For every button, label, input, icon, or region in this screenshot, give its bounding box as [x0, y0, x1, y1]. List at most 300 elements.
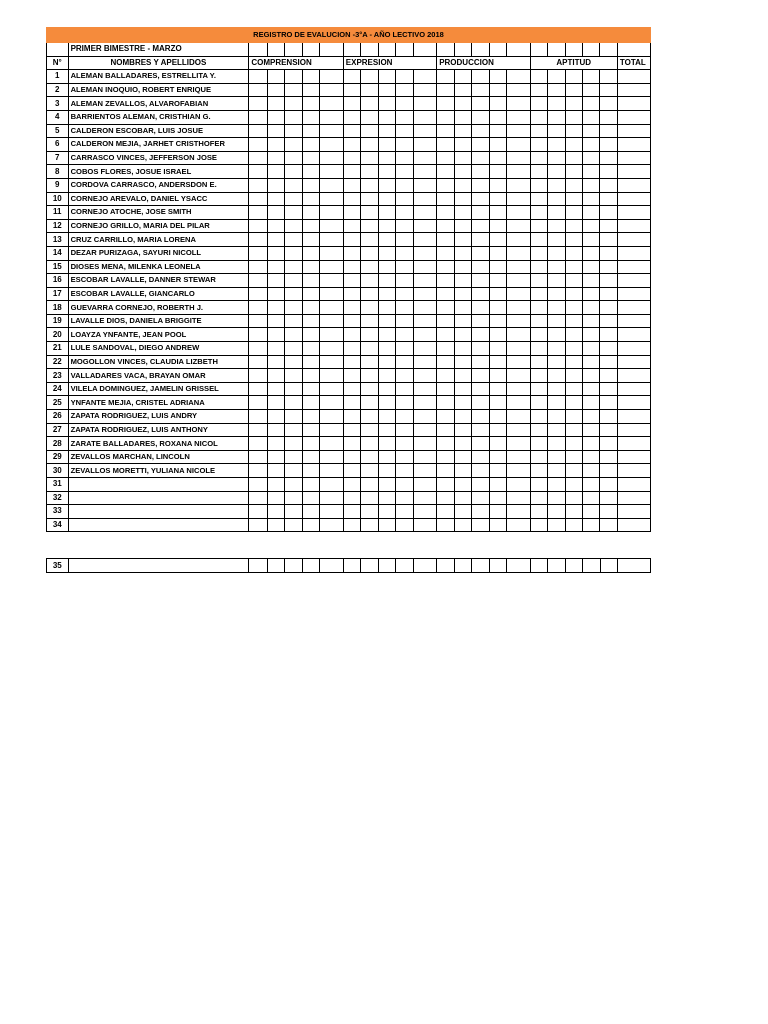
grade-cell[interactable]: [489, 505, 506, 519]
grade-cell[interactable]: [472, 287, 489, 301]
grade-cell[interactable]: [285, 355, 302, 369]
grade-cell[interactable]: [600, 518, 617, 532]
total-cell[interactable]: [617, 233, 650, 247]
grade-cell[interactable]: [249, 246, 267, 260]
grade-cell[interactable]: [343, 260, 360, 274]
grade-cell[interactable]: [249, 410, 267, 424]
grade-cell[interactable]: [267, 246, 284, 260]
grade-cell[interactable]: [378, 274, 395, 288]
grade-cell[interactable]: [343, 287, 360, 301]
grade-cell[interactable]: [530, 274, 547, 288]
grade-cell[interactable]: [302, 437, 319, 451]
grade-cell[interactable]: [320, 314, 344, 328]
grade-cell[interactable]: [437, 314, 454, 328]
grade-cell[interactable]: [343, 369, 360, 383]
grade-cell[interactable]: [378, 151, 395, 165]
grade-cell[interactable]: [285, 410, 302, 424]
grade-cell[interactable]: [249, 505, 267, 519]
student-name[interactable]: ZARATE BALLADARES, ROXANA NICOL: [68, 437, 249, 451]
grade-cell[interactable]: [378, 165, 395, 179]
grade-cell[interactable]: [413, 138, 437, 152]
grade-cell[interactable]: [378, 478, 395, 492]
grade-cell[interactable]: [396, 437, 413, 451]
total-cell[interactable]: [617, 192, 650, 206]
student-name[interactable]: ESCOBAR LAVALLE, GIANCARLO: [68, 287, 249, 301]
grade-cell[interactable]: [320, 124, 344, 138]
grade-cell[interactable]: [302, 301, 319, 315]
grade-cell[interactable]: [565, 369, 582, 383]
grade-cell[interactable]: [565, 450, 582, 464]
grade-cell[interactable]: [378, 301, 395, 315]
grade-cell[interactable]: [600, 505, 617, 519]
total-cell[interactable]: [617, 219, 650, 233]
grade-cell[interactable]: [343, 110, 360, 124]
grade-cell[interactable]: [548, 464, 565, 478]
grade-cell[interactable]: [472, 450, 489, 464]
grade-cell[interactable]: [437, 478, 454, 492]
grade-cell[interactable]: [530, 43, 547, 57]
grade-cell[interactable]: [361, 355, 378, 369]
student-name[interactable]: DIOSES MENA, MILENKA LEONELA: [68, 260, 249, 274]
grade-cell[interactable]: [267, 382, 284, 396]
grade-cell[interactable]: [582, 314, 599, 328]
grade-cell[interactable]: [285, 151, 302, 165]
grade-cell[interactable]: [600, 151, 617, 165]
grade-cell[interactable]: [454, 287, 471, 301]
grade-cell[interactable]: [343, 328, 360, 342]
grade-cell[interactable]: [565, 437, 582, 451]
grade-cell[interactable]: [600, 342, 617, 356]
grade-cell[interactable]: [396, 151, 413, 165]
grade-cell[interactable]: [396, 246, 413, 260]
student-name[interactable]: ZEVALLOS MARCHAN, LINCOLN: [68, 450, 249, 464]
grade-cell[interactable]: [413, 505, 437, 519]
grade-cell[interactable]: [548, 219, 565, 233]
grade-cell[interactable]: [249, 274, 267, 288]
grade-cell[interactable]: [507, 478, 531, 492]
grade-cell[interactable]: [530, 369, 547, 383]
grade-cell[interactable]: [249, 83, 267, 97]
grade-cell[interactable]: [343, 70, 360, 84]
grade-cell[interactable]: [320, 423, 344, 437]
grade-cell[interactable]: [413, 165, 437, 179]
total-cell[interactable]: [617, 464, 650, 478]
grade-cell[interactable]: [361, 410, 378, 424]
grade-cell[interactable]: [507, 206, 531, 220]
grade-cell[interactable]: [361, 301, 378, 315]
grade-cell[interactable]: [396, 328, 413, 342]
grade-cell[interactable]: [454, 83, 471, 97]
grade-cell[interactable]: [489, 219, 506, 233]
grade-cell[interactable]: [600, 274, 617, 288]
grade-cell[interactable]: [548, 382, 565, 396]
grade-cell[interactable]: [507, 219, 531, 233]
grade-cell[interactable]: [582, 518, 599, 532]
grade-cell[interactable]: [320, 287, 344, 301]
grade-cell[interactable]: [413, 178, 437, 192]
grade-cell[interactable]: [267, 233, 284, 247]
total-cell[interactable]: [617, 260, 650, 274]
grade-cell[interactable]: [320, 478, 344, 492]
grade-cell[interactable]: [617, 43, 650, 57]
grade-cell[interactable]: [343, 491, 360, 505]
grade-cell[interactable]: [320, 260, 344, 274]
grade-cell[interactable]: [437, 70, 454, 84]
grade-cell[interactable]: [472, 491, 489, 505]
grade-cell[interactable]: [413, 110, 437, 124]
grade-cell[interactable]: [600, 83, 617, 97]
total-cell[interactable]: [617, 518, 650, 532]
grade-cell[interactable]: [530, 192, 547, 206]
grade-cell[interactable]: [565, 219, 582, 233]
total-cell[interactable]: [617, 274, 650, 288]
grade-cell[interactable]: [507, 124, 531, 138]
grade-cell[interactable]: [489, 410, 506, 424]
grade-cell[interactable]: [302, 233, 319, 247]
grade-cell[interactable]: [507, 260, 531, 274]
grade-cell[interactable]: [361, 246, 378, 260]
grade-cell[interactable]: [565, 165, 582, 179]
grade-cell[interactable]: [582, 464, 599, 478]
grade-cell[interactable]: [507, 355, 531, 369]
grade-cell[interactable]: [396, 382, 413, 396]
student-name[interactable]: [68, 518, 249, 532]
student-name[interactable]: [68, 559, 249, 573]
total-cell[interactable]: [617, 301, 650, 315]
grade-cell[interactable]: [582, 328, 599, 342]
grade-cell[interactable]: [302, 518, 319, 532]
grade-cell[interactable]: [378, 206, 395, 220]
grade-cell[interactable]: [437, 437, 454, 451]
grade-cell[interactable]: [489, 124, 506, 138]
grade-cell[interactable]: [343, 464, 360, 478]
grade-cell[interactable]: [507, 450, 531, 464]
grade-cell[interactable]: [343, 206, 360, 220]
grade-cell[interactable]: [437, 192, 454, 206]
total-cell[interactable]: [617, 342, 650, 356]
grade-cell[interactable]: [396, 450, 413, 464]
grade-cell[interactable]: [396, 219, 413, 233]
grade-cell[interactable]: [249, 192, 267, 206]
grade-cell[interactable]: [454, 165, 471, 179]
grade-cell[interactable]: [343, 233, 360, 247]
grade-cell[interactable]: [507, 423, 531, 437]
grade-cell[interactable]: [600, 355, 617, 369]
grade-cell[interactable]: [437, 505, 454, 519]
grade-cell[interactable]: [530, 165, 547, 179]
grade-cell[interactable]: [530, 260, 547, 274]
grade-cell[interactable]: [302, 274, 319, 288]
grade-cell[interactable]: [489, 437, 506, 451]
grade-cell[interactable]: [507, 505, 531, 519]
grade-cell[interactable]: [396, 342, 413, 356]
grade-cell[interactable]: [530, 423, 547, 437]
grade-cell[interactable]: [413, 369, 437, 383]
grade-cell[interactable]: [267, 423, 284, 437]
grade-cell[interactable]: [582, 178, 599, 192]
grade-cell[interactable]: [472, 314, 489, 328]
grade-cell[interactable]: [582, 274, 599, 288]
grade-cell[interactable]: [267, 70, 284, 84]
grade-cell[interactable]: [249, 450, 267, 464]
grade-cell[interactable]: [320, 410, 344, 424]
grade-cell[interactable]: [361, 192, 378, 206]
grade-cell[interactable]: [507, 518, 531, 532]
student-name[interactable]: ALEMAN BALLADARES, ESTRELLITA Y.: [68, 70, 249, 84]
grade-cell[interactable]: [378, 464, 395, 478]
grade-cell[interactable]: [285, 70, 302, 84]
grade-cell[interactable]: [454, 246, 471, 260]
grade-cell[interactable]: [343, 396, 360, 410]
grade-cell[interactable]: [343, 382, 360, 396]
student-name[interactable]: [68, 478, 249, 492]
grade-cell[interactable]: [530, 219, 547, 233]
grade-cell[interactable]: [413, 410, 437, 424]
grade-cell[interactable]: [320, 151, 344, 165]
grade-cell[interactable]: [302, 287, 319, 301]
total-cell[interactable]: [617, 491, 650, 505]
grade-cell[interactable]: [565, 110, 582, 124]
grade-cell[interactable]: [600, 437, 617, 451]
grade-cell[interactable]: [378, 192, 395, 206]
grade-cell[interactable]: [285, 138, 302, 152]
grade-cell[interactable]: [413, 97, 437, 111]
grade-cell[interactable]: [582, 97, 599, 111]
grade-cell[interactable]: [582, 410, 599, 424]
grade-cell[interactable]: [285, 83, 302, 97]
grade-cell[interactable]: [413, 192, 437, 206]
grade-cell[interactable]: [437, 287, 454, 301]
total-cell[interactable]: [617, 478, 650, 492]
student-name[interactable]: CORDOVA CARRASCO, ANDERSDON E.: [68, 178, 249, 192]
grade-cell[interactable]: [343, 151, 360, 165]
grade-cell[interactable]: [530, 518, 547, 532]
grade-cell[interactable]: [302, 464, 319, 478]
grade-cell[interactable]: [582, 450, 599, 464]
student-name[interactable]: BARRIENTOS ALEMAN, CRISTHIAN G.: [68, 110, 249, 124]
grade-cell[interactable]: [565, 464, 582, 478]
grade-cell[interactable]: [285, 342, 302, 356]
grade-cell[interactable]: [472, 83, 489, 97]
grade-cell[interactable]: [454, 314, 471, 328]
grade-cell[interactable]: [343, 192, 360, 206]
grade-cell[interactable]: [548, 450, 565, 464]
grade-cell[interactable]: [507, 464, 531, 478]
grade-cell[interactable]: [565, 124, 582, 138]
grade-cell[interactable]: [249, 437, 267, 451]
grade-cell[interactable]: [582, 70, 599, 84]
grade-cell[interactable]: [437, 138, 454, 152]
grade-cell[interactable]: [507, 97, 531, 111]
grade-cell[interactable]: [565, 83, 582, 97]
grade-cell[interactable]: [267, 505, 284, 519]
student-name[interactable]: ZEVALLOS MORETTI, YULIANA NICOLE: [68, 464, 249, 478]
grade-cell[interactable]: [565, 559, 582, 573]
grade-cell[interactable]: [565, 423, 582, 437]
grade-cell[interactable]: [361, 423, 378, 437]
grade-cell[interactable]: [548, 355, 565, 369]
grade-cell[interactable]: [582, 478, 599, 492]
grade-cell[interactable]: [489, 287, 506, 301]
grade-cell[interactable]: [472, 464, 489, 478]
grade-cell[interactable]: [413, 437, 437, 451]
grade-cell[interactable]: [582, 165, 599, 179]
grade-cell[interactable]: [285, 301, 302, 315]
grade-cell[interactable]: [378, 110, 395, 124]
grade-cell[interactable]: [302, 124, 319, 138]
grade-cell[interactable]: [320, 559, 344, 573]
grade-cell[interactable]: [530, 437, 547, 451]
grade-cell[interactable]: [361, 124, 378, 138]
grade-cell[interactable]: [249, 97, 267, 111]
grade-cell[interactable]: [582, 83, 599, 97]
grade-cell[interactable]: [378, 83, 395, 97]
grade-cell[interactable]: [396, 233, 413, 247]
total-cell[interactable]: [617, 369, 650, 383]
grade-cell[interactable]: [489, 396, 506, 410]
grade-cell[interactable]: [267, 260, 284, 274]
grade-cell[interactable]: [302, 165, 319, 179]
grade-cell[interactable]: [302, 328, 319, 342]
grade-cell[interactable]: [249, 124, 267, 138]
grade-cell[interactable]: [472, 505, 489, 519]
total-cell[interactable]: [617, 410, 650, 424]
grade-cell[interactable]: [343, 559, 360, 573]
grade-cell[interactable]: [530, 396, 547, 410]
grade-cell[interactable]: [489, 70, 506, 84]
grade-cell[interactable]: [600, 559, 617, 573]
grade-cell[interactable]: [396, 70, 413, 84]
grade-cell[interactable]: [378, 505, 395, 519]
grade-cell[interactable]: [600, 246, 617, 260]
grade-cell[interactable]: [565, 328, 582, 342]
grade-cell[interactable]: [249, 369, 267, 383]
student-name[interactable]: LAVALLE DIOS, DANIELA BRIGGITE: [68, 314, 249, 328]
grade-cell[interactable]: [285, 43, 302, 57]
grade-cell[interactable]: [472, 396, 489, 410]
grade-cell[interactable]: [582, 382, 599, 396]
grade-cell[interactable]: [249, 43, 267, 57]
grade-cell[interactable]: [396, 369, 413, 383]
grade-cell[interactable]: [600, 478, 617, 492]
grade-cell[interactable]: [249, 396, 267, 410]
grade-cell[interactable]: [343, 450, 360, 464]
grade-cell[interactable]: [565, 97, 582, 111]
total-cell[interactable]: [617, 437, 650, 451]
total-cell[interactable]: [617, 165, 650, 179]
grade-cell[interactable]: [343, 138, 360, 152]
grade-cell[interactable]: [582, 43, 599, 57]
grade-cell[interactable]: [472, 219, 489, 233]
grade-cell[interactable]: [437, 559, 454, 573]
grade-cell[interactable]: [413, 124, 437, 138]
grade-cell[interactable]: [320, 206, 344, 220]
grade-cell[interactable]: [548, 423, 565, 437]
grade-cell[interactable]: [285, 287, 302, 301]
grade-cell[interactable]: [361, 274, 378, 288]
grade-cell[interactable]: [320, 219, 344, 233]
grade-cell[interactable]: [413, 301, 437, 315]
grade-cell[interactable]: [600, 382, 617, 396]
grade-cell[interactable]: [361, 328, 378, 342]
grade-cell[interactable]: [413, 274, 437, 288]
grade-cell[interactable]: [413, 83, 437, 97]
grade-cell[interactable]: [600, 287, 617, 301]
grade-cell[interactable]: [600, 328, 617, 342]
grade-cell[interactable]: [378, 178, 395, 192]
grade-cell[interactable]: [454, 206, 471, 220]
grade-cell[interactable]: [548, 314, 565, 328]
grade-cell[interactable]: [489, 206, 506, 220]
grade-cell[interactable]: [437, 178, 454, 192]
grade-cell[interactable]: [378, 287, 395, 301]
grade-cell[interactable]: [437, 518, 454, 532]
grade-cell[interactable]: [361, 151, 378, 165]
grade-cell[interactable]: [565, 287, 582, 301]
grade-cell[interactable]: [302, 70, 319, 84]
grade-cell[interactable]: [565, 342, 582, 356]
grade-cell[interactable]: [454, 97, 471, 111]
grade-cell[interactable]: [530, 70, 547, 84]
grade-cell[interactable]: [285, 274, 302, 288]
grade-cell[interactable]: [437, 233, 454, 247]
grade-cell[interactable]: [530, 342, 547, 356]
grade-cell[interactable]: [530, 151, 547, 165]
grade-cell[interactable]: [565, 206, 582, 220]
grade-cell[interactable]: [343, 423, 360, 437]
grade-cell[interactable]: [302, 396, 319, 410]
grade-cell[interactable]: [454, 328, 471, 342]
grade-cell[interactable]: [454, 342, 471, 356]
grade-cell[interactable]: [378, 246, 395, 260]
grade-cell[interactable]: [378, 260, 395, 274]
grade-cell[interactable]: [249, 464, 267, 478]
grade-cell[interactable]: [302, 478, 319, 492]
grade-cell[interactable]: [565, 70, 582, 84]
grade-cell[interactable]: [548, 505, 565, 519]
grade-cell[interactable]: [489, 192, 506, 206]
grade-cell[interactable]: [267, 491, 284, 505]
grade-cell[interactable]: [489, 382, 506, 396]
grade-cell[interactable]: [267, 192, 284, 206]
grade-cell[interactable]: [582, 110, 599, 124]
grade-cell[interactable]: [582, 246, 599, 260]
grade-cell[interactable]: [267, 369, 284, 383]
student-name[interactable]: LULE SANDOVAL, DIEGO ANDREW: [68, 342, 249, 356]
grade-cell[interactable]: [507, 178, 531, 192]
grade-cell[interactable]: [489, 355, 506, 369]
grade-cell[interactable]: [378, 450, 395, 464]
grade-cell[interactable]: [582, 396, 599, 410]
grade-cell[interactable]: [472, 192, 489, 206]
grade-cell[interactable]: [530, 559, 547, 573]
grade-cell[interactable]: [548, 151, 565, 165]
grade-cell[interactable]: [267, 97, 284, 111]
grade-cell[interactable]: [267, 559, 284, 573]
grade-cell[interactable]: [320, 518, 344, 532]
grade-cell[interactable]: [249, 233, 267, 247]
grade-cell[interactable]: [302, 110, 319, 124]
student-name[interactable]: VALLADARES VACA, BRAYAN OMAR: [68, 369, 249, 383]
grade-cell[interactable]: [565, 396, 582, 410]
grade-cell[interactable]: [320, 342, 344, 356]
total-cell[interactable]: [617, 423, 650, 437]
grade-cell[interactable]: [472, 138, 489, 152]
grade-cell[interactable]: [489, 97, 506, 111]
grade-cell[interactable]: [361, 314, 378, 328]
grade-cell[interactable]: [285, 369, 302, 383]
grade-cell[interactable]: [548, 206, 565, 220]
